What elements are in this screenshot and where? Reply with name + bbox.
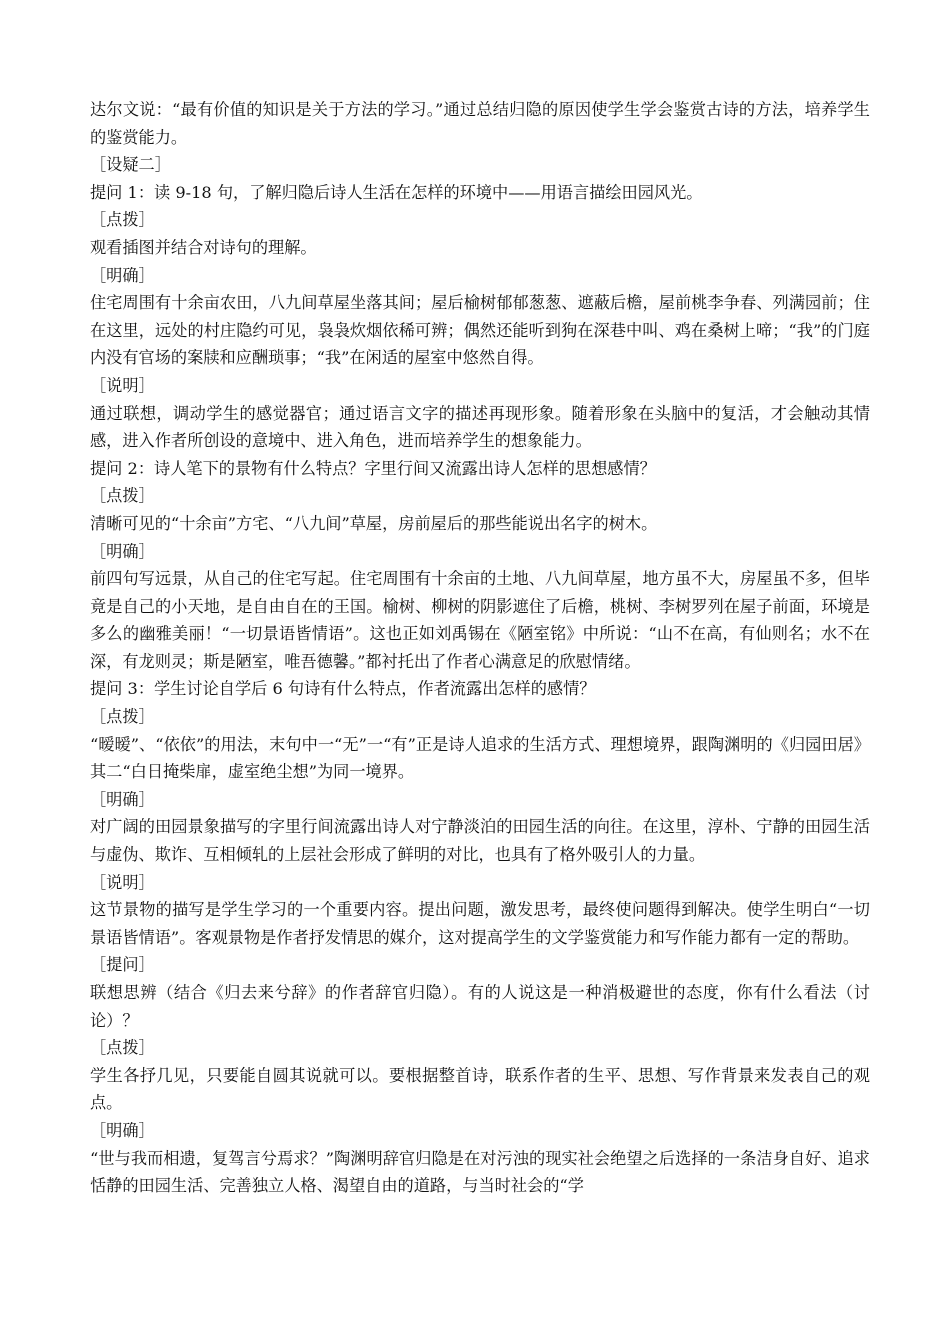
- paragraph: 通过联想，调动学生的感觉器官；通过语言文字的描述再现形象。随着形象在头脑中的复活，才会触动其情感，进入作者所创设的意境中、进入角色，进而培养学生的想象能力。: [90, 403, 870, 451]
- paragraph: “世与我而相遗，复驾言兮焉求？”陶渊明辞官归隐是在对污浊的现实社会绝望之后选择的一条洁身自好、追求恬静的田园生活、完善独立人格、渴望自由的道路，与当时社会的“学: [90, 1148, 870, 1196]
- paragraph: 清晰可见的“十余亩”方宅、“八九间”草屋，房前屋后的那些能说出名字的树木。: [90, 513, 658, 533]
- paragraph: 达尔文说：“最有价值的知识是关于方法的学习。”通过总结归隐的原因使学生学会鉴赏古诗的方法，培养学生的鉴赏能力。: [90, 100, 870, 147]
- question-paragraph: 提问 2：诗人笔下的景物有什么特点？字里行间又流露出诗人怎样的思想感情？: [90, 458, 656, 478]
- paragraph: 学生各抒几见，只要能自圆其说就可以。要根据整首诗，联系作者的生平、思想、写作背景来发表自己的观点。: [90, 1065, 870, 1113]
- section-label: ［提问］: [90, 955, 155, 975]
- paragraph: 住宅周围有十余亩农田，八九间草屋坐落其间；屋后榆树郁郁葱葱、遮蔽后檐，屋前桃李争春、列满园前；住在这里，远处的村庄隐约可见，袅袅炊烟依稀可辨；偶然还能听到狗在深巷中叫、鸡在桑树上啼；“我”的门庭内没有官场的案牍和应酬琐事；“我”在闲适的屋室中悠然自得。: [90, 293, 870, 368]
- paragraph: 前四句写远景，从自己的住宅写起。住宅周围有十余亩的土地、八九间草屋，地方虽不大，房屋虽不多，但毕竟是自己的小天地，是自由自在的王国。榆树、柳树的阴影遮住了后檐，桃树、李树罗列在屋子前面，环境是多么的幽雅美丽！“一切景语皆情语”。这也正如刘禹锡在《陋室铭》中所说：“山不在高，有仙则名；水不在深，有龙则灵；斯是陋室，唯吾德馨。”都衬托出了作者心满意足的欣慰情绪。: [90, 569, 870, 671]
- paragraph: 这节景物的描写是学生学习的一个重要内容。提出问题，激发思考，最终使问题得到解决。使学生明白“一切景语皆情语”。客观景物是作者抒发情思的媒介，这对提高学生的文学鉴赏能力和写作能力都有一定的帮助。: [90, 900, 870, 947]
- section-label: ［明确］: [90, 541, 155, 561]
- paragraph: “暧暧”、“依依”的用法，末句中一“无”一“有”正是诗人追求的生活方式、理想境界，跟陶渊明的《归园田居》其二“白日掩柴扉，虚室绝尘想”为同一境界。: [90, 734, 870, 782]
- document-page: [90, 96, 870, 1200]
- section-label: ［点拨］: [90, 1038, 155, 1058]
- section-label: ［说明］: [90, 375, 155, 395]
- section-label: ［点拨］: [90, 210, 155, 230]
- paragraph: 对广阔的田园景象描写的字里行间流露出诗人对宁静淡泊的田园生活的向往。在这里，淳朴、宁静的田园生活与虚伪、欺诈、互相倾轧的上层社会形成了鲜明的对比，也具有了格外吸引人的力量。: [90, 817, 870, 865]
- section-label: ［明确］: [90, 789, 155, 809]
- section-label: ［点拨］: [90, 707, 155, 727]
- paragraph: 观看插图并结合对诗句的理解。: [90, 237, 317, 257]
- question-paragraph: 提问 1：读 9-18 句，了解归隐后诗人生活在怎样的环境中——用语言描绘田园风光。: [90, 182, 703, 202]
- section-label: ［明确］: [90, 265, 155, 285]
- section-label: ［明确］: [90, 1120, 155, 1140]
- question-paragraph: 提问 3：学生讨论自学后 6 句诗有什么特点，作者流露出怎样的感情？: [90, 679, 596, 699]
- section-label: ［点拨］: [90, 486, 155, 506]
- section-label: ［设疑二］: [90, 155, 171, 175]
- section-label: ［说明］: [90, 872, 155, 892]
- paragraph: 联想思辨（结合《归去来兮辞》的作者辞官归隐）。有的人说这是一种消极避世的态度，你有什么看法（讨论）？: [90, 983, 870, 1030]
